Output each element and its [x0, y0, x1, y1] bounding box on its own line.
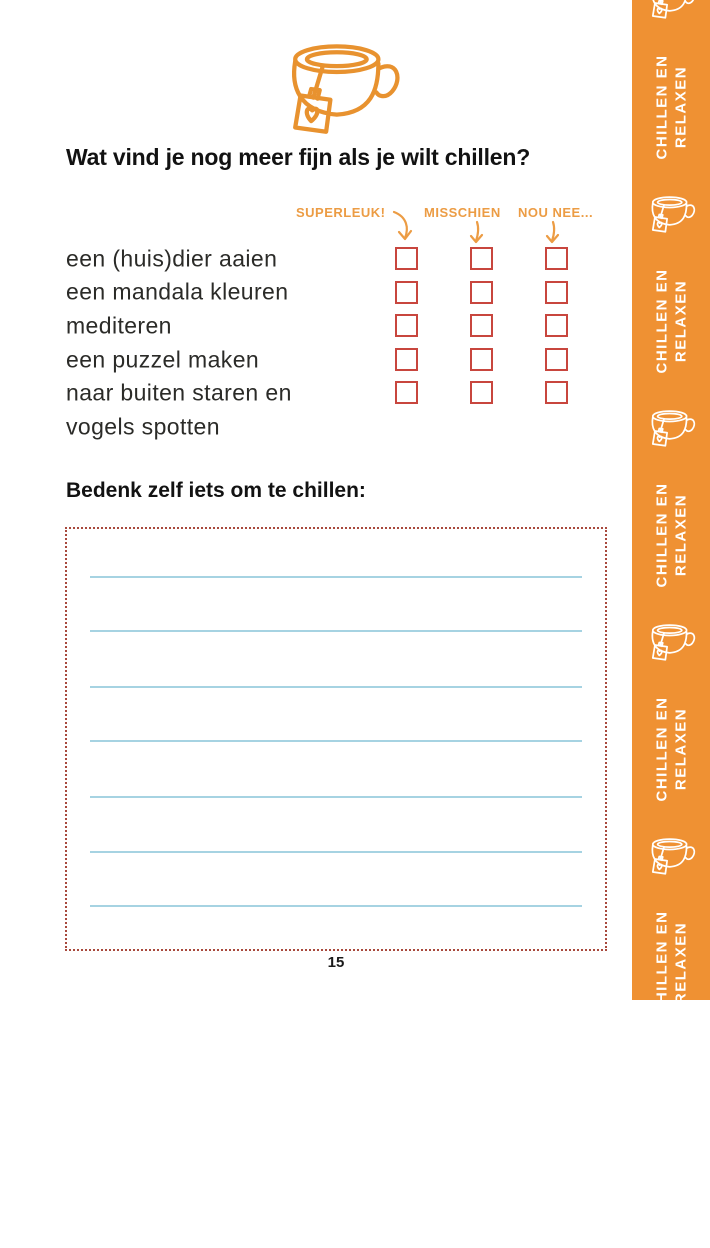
activity-label: vogels spotten [66, 413, 220, 440]
teacup-icon [276, 34, 404, 142]
checkbox-misschien[interactable] [470, 247, 493, 270]
checkbox-nounee[interactable] [545, 348, 568, 371]
checkbox-superleuk[interactable] [395, 348, 418, 371]
chapter-tab-sidebar [632, 0, 710, 1230]
activity-checkbox-table [66, 242, 606, 444]
checkbox-misschien[interactable] [470, 348, 493, 371]
table-row [66, 410, 606, 444]
checkbox-nounee[interactable] [545, 247, 568, 270]
chapter-label-line1: CHILLEN EN [653, 268, 670, 374]
option-label-nounee: NOU NEE... [518, 205, 594, 220]
chapter-label-line1: CHILLEN EN [653, 696, 670, 802]
question-title: Wat vind je nog meer fijn als je wilt chillen? [66, 144, 531, 170]
teacup-icon [645, 406, 697, 450]
chapter-label-line2: RELAXEN [672, 65, 689, 149]
checkbox-nounee[interactable] [545, 314, 568, 337]
ruled-line [90, 796, 582, 798]
chapter-label-line2: RELAXEN [672, 921, 689, 1005]
teacup-icon [645, 0, 697, 22]
teacup-icon [645, 834, 697, 878]
curved-down-arrow-icon [391, 209, 415, 243]
activity-label: naar buiten staren en [66, 379, 292, 406]
table-row [66, 343, 606, 377]
chapter-label-line2: RELAXEN [672, 707, 689, 791]
chapter-label [632, 250, 710, 392]
activity-label: een mandala kleuren [66, 278, 289, 305]
checkbox-superleuk[interactable] [395, 281, 418, 304]
checkbox-nounee[interactable] [545, 381, 568, 404]
checkbox-misschien[interactable] [470, 381, 493, 404]
table-row [66, 309, 606, 343]
chapter-label-line1: CHILLEN EN [653, 1124, 670, 1230]
chapter-label-line1: CHILLEN EN [653, 54, 670, 160]
writing-area[interactable] [65, 527, 607, 951]
ruled-line [90, 686, 582, 688]
activity-label: mediteren [66, 312, 172, 339]
ruled-line [90, 851, 582, 853]
teacup-icon [645, 620, 697, 664]
chapter-label-line2: RELAXEN [672, 279, 689, 363]
table-row [66, 242, 606, 276]
chapter-label-line2: RELAXEN [672, 493, 689, 577]
checkbox-nounee[interactable] [545, 281, 568, 304]
checkbox-misschien[interactable] [470, 314, 493, 337]
checkbox-misschien[interactable] [470, 281, 493, 304]
chapter-label [632, 1106, 710, 1248]
ruled-line [90, 630, 582, 632]
option-label-misschien: MISSCHIEN [424, 205, 501, 220]
checkbox-superleuk[interactable] [395, 247, 418, 270]
chapter-label-line2: RELAXEN [672, 1135, 689, 1219]
chapter-label [632, 892, 710, 1034]
checkbox-superleuk[interactable] [395, 314, 418, 337]
option-label-superleuk: SUPERLEUK! [296, 205, 386, 220]
chapter-label [632, 678, 710, 820]
ruled-line [90, 740, 582, 742]
chapter-label [632, 464, 710, 606]
chapter-label [632, 36, 710, 178]
chapter-label-line1: CHILLEN EN [653, 482, 670, 588]
table-row [66, 376, 606, 410]
write-section-title: Bedenk zelf iets om te chillen: [66, 479, 366, 502]
table-row [66, 276, 606, 310]
checkbox-superleuk[interactable] [395, 381, 418, 404]
activity-label: een (huis)dier aaien [66, 245, 278, 272]
teacup-icon [645, 1048, 697, 1092]
page-number: 15 [327, 954, 345, 971]
ruled-line [90, 905, 582, 907]
activity-label: een puzzel maken [66, 346, 260, 373]
ruled-line [90, 576, 582, 578]
teacup-icon [645, 192, 697, 236]
chapter-label-line1: CHILLEN EN [653, 910, 670, 1016]
